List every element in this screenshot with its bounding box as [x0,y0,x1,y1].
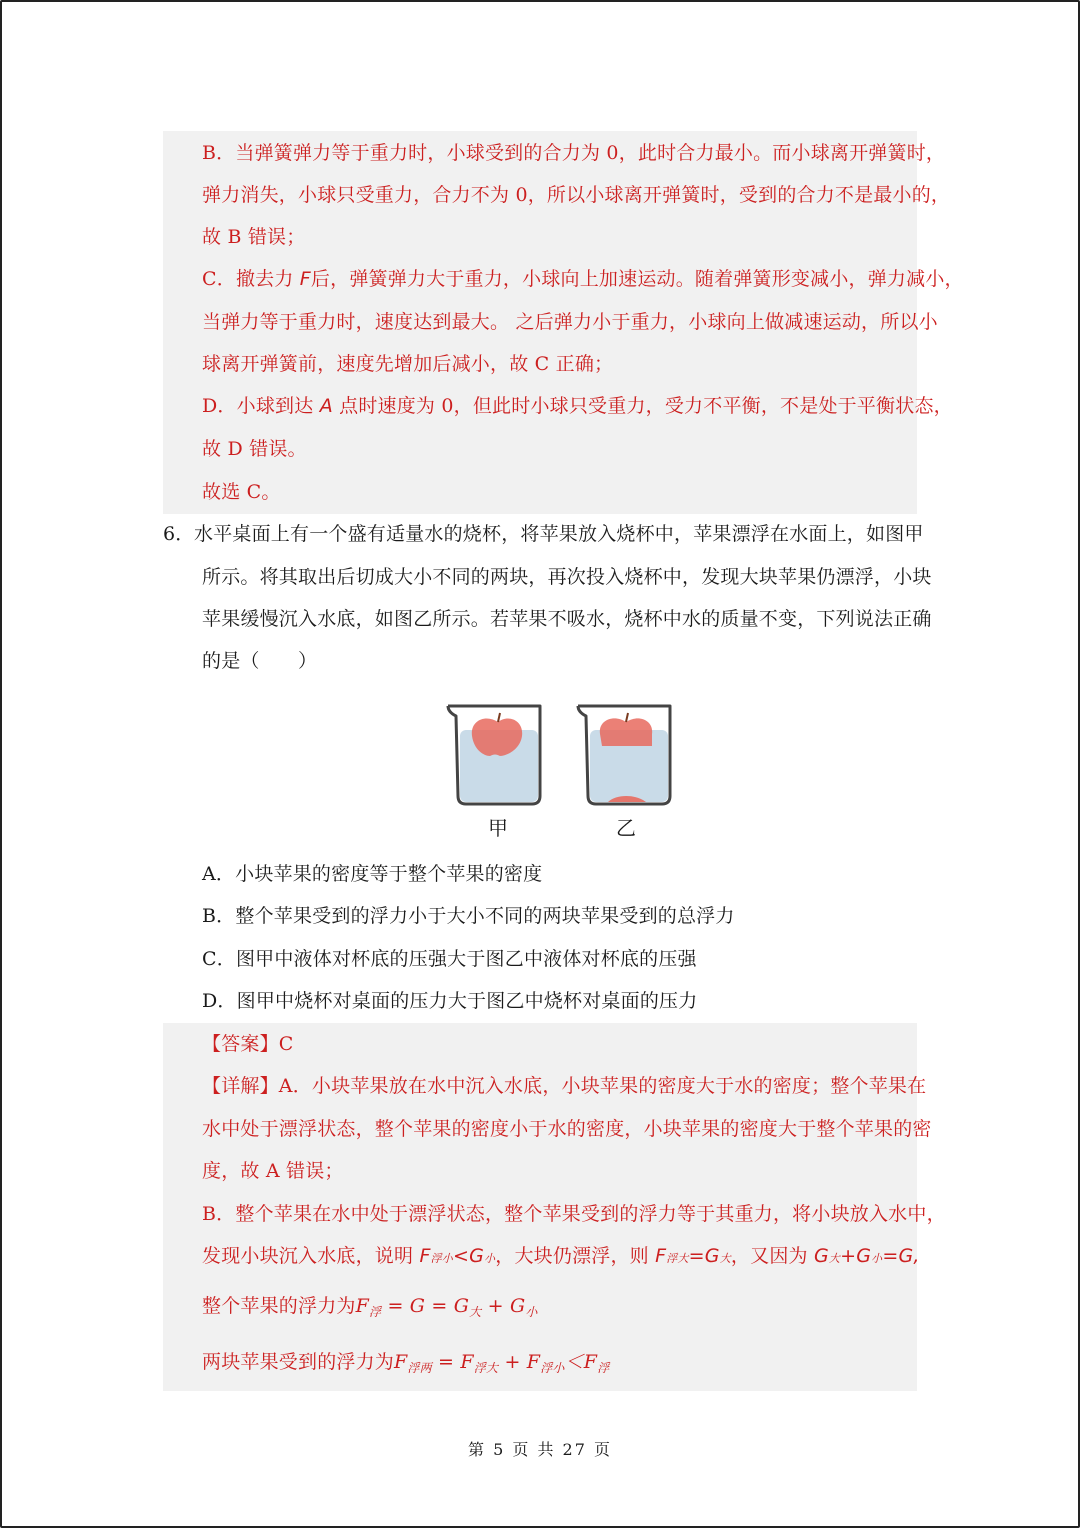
formula1-label: 整个苹果的浮力为 [202,1295,356,1317]
formula1-expression [356,1295,538,1317]
f2-eq: = F [431,1351,474,1373]
sym-f: F [419,1245,431,1267]
beaker-yi [578,706,670,804]
explanation-line-c3: 球离开弹簧前，速度先增加后减小，故 C 正确； [202,353,614,375]
question-number: 6． [163,523,195,545]
explanation-conclusion: 故选 C。 [202,481,281,503]
detail-line-3: 度，故 A 错误； [202,1160,344,1182]
explanation-line-b1: B．当弹簧弹力等于重力时，小球受到的合力为 0，此时合力最小。而小球离开弹簧时， [202,142,946,164]
sub-small-2: 小 [871,1252,883,1265]
f1-f: F [355,1295,369,1317]
sub-large: 大 [719,1252,731,1265]
figure-label-jia: 甲 [488,816,509,840]
sym-g3: G [813,1245,829,1267]
b2-pre: 发现小块沉入水底，说明 [202,1245,420,1267]
explanation-line-d2: 故 D 错误。 [202,438,307,460]
sym-eq-g: =G, [882,1245,920,1267]
f1-plus: + G [481,1295,526,1317]
option-a: A．小块苹果的密度等于整个苹果的密度 [202,863,543,885]
beaker-figure [440,700,680,845]
c-prefix: C．撤去力 [202,268,300,290]
sub-large-2: 大 [828,1252,841,1265]
f1-sub-large: 大 [469,1305,482,1319]
formula-line-1 [202,1294,538,1324]
sub-float-small: 浮小 [430,1252,453,1265]
explanation-line-c2: 当弹力等于重力时，速度达到最大。 之后弹力小于重力，小球向上做减速运动，所以小 [202,311,938,333]
f2-sub-float-large: 浮大 [473,1361,499,1375]
detail-line-b2 [202,1244,920,1271]
f1-eq: = G = G [381,1295,470,1317]
beaker-diagram [440,700,680,845]
d-prefix: D．小球到达 [202,395,320,417]
force-symbol-f: F [299,268,311,290]
sym-plus: + [840,1245,857,1267]
formula2-label: 两块苹果受到的浮力为 [202,1351,395,1373]
figure-label-yi: 乙 [616,816,637,840]
b2-mid2: ，又因为 [730,1245,814,1267]
sub-small: 小 [484,1252,496,1265]
formula-line-2 [202,1350,609,1380]
f2-sub-float: 浮 [597,1361,610,1375]
sym-g: G [469,1245,485,1267]
detail-line-2: 水中处于漂浮状态，整个苹果的密度小于水的密度，小块苹果的密度大于整个苹果的密 [202,1118,932,1140]
detail-line-b1: B．整个苹果在水中处于漂浮状态，整个苹果受到的浮力等于其重力，将小块放入水中， [202,1203,946,1225]
sym-g2: G [704,1245,720,1267]
c-rest: 后，弹簧弹力大于重力，小球向上加速运动。随着弹簧形变减小，弹力减小， [310,268,964,290]
sym-f2: F [655,1245,667,1267]
b2-mid: ，大块仍漂浮，则 [495,1245,656,1267]
question-line-4: 的是（ ） [202,650,318,672]
f2-sub-float-two: 浮两 [407,1361,432,1375]
sym-lt: < [453,1245,470,1267]
answer-line: 【答案】C [202,1033,294,1055]
sub-float-large: 浮大 [666,1252,689,1265]
question-line-2: 所示。将其取出后切成大小不同的两块，再次投入烧杯中，发现大块苹果仍漂浮，小块 [202,566,932,588]
f2-f: F [394,1351,408,1373]
page-footer: 第 5 页 共 27 页 [468,1440,612,1459]
option-b: B．整个苹果受到的浮力小于大小不同的两块苹果受到的总浮力 [202,905,735,927]
f1-sub-small: 小 [525,1305,538,1319]
f2-sub-float-small: 浮小 [540,1361,565,1375]
f1-sub-float: 浮 [369,1305,382,1319]
apple-large-piece [600,713,652,746]
sym-g4: G [856,1245,872,1267]
question-line-3: 苹果缓慢沉入水底，如图乙所示。若苹果不吸水，烧杯中水的质量不变，下列说法正确 [202,608,932,630]
f2-lt: ＜F [564,1351,598,1373]
f2-plus: + F [498,1351,541,1373]
detail-line-1: 【详解】A．小块苹果放在水中沉入水底，小块苹果的密度大于水的密度；整个苹果在 [202,1075,927,1097]
explanation-line-d1 [202,394,953,418]
d-rest: 点时速度为 0，但此时小球只受重力，受力不平衡，不是处于平衡状态， [332,395,953,417]
beaker-jia [448,706,540,804]
point-symbol-a: A [319,395,333,417]
option-c: C．图甲中液体对杯底的压强大于图乙中液体对杯底的压强 [202,948,697,970]
question-line-1: 水平桌面上有一个盛有适量水的烧杯，将苹果放入烧杯中，苹果漂浮在水面上，如图甲 [194,523,924,545]
explanation-line-c1 [202,267,964,291]
sym-eq: = [688,1245,705,1267]
explanation-line-b3: 故 B 错误； [202,226,306,248]
explanation-line-b2: 弹力消失，小球只受重力，合力不为 0，所以小球离开弹簧时，受到的合力不是最小的， [202,184,951,206]
option-d: D．图甲中烧杯对桌面的压力大于图乙中烧杯对桌面的压力 [202,990,698,1012]
formula2-expression [394,1351,609,1373]
